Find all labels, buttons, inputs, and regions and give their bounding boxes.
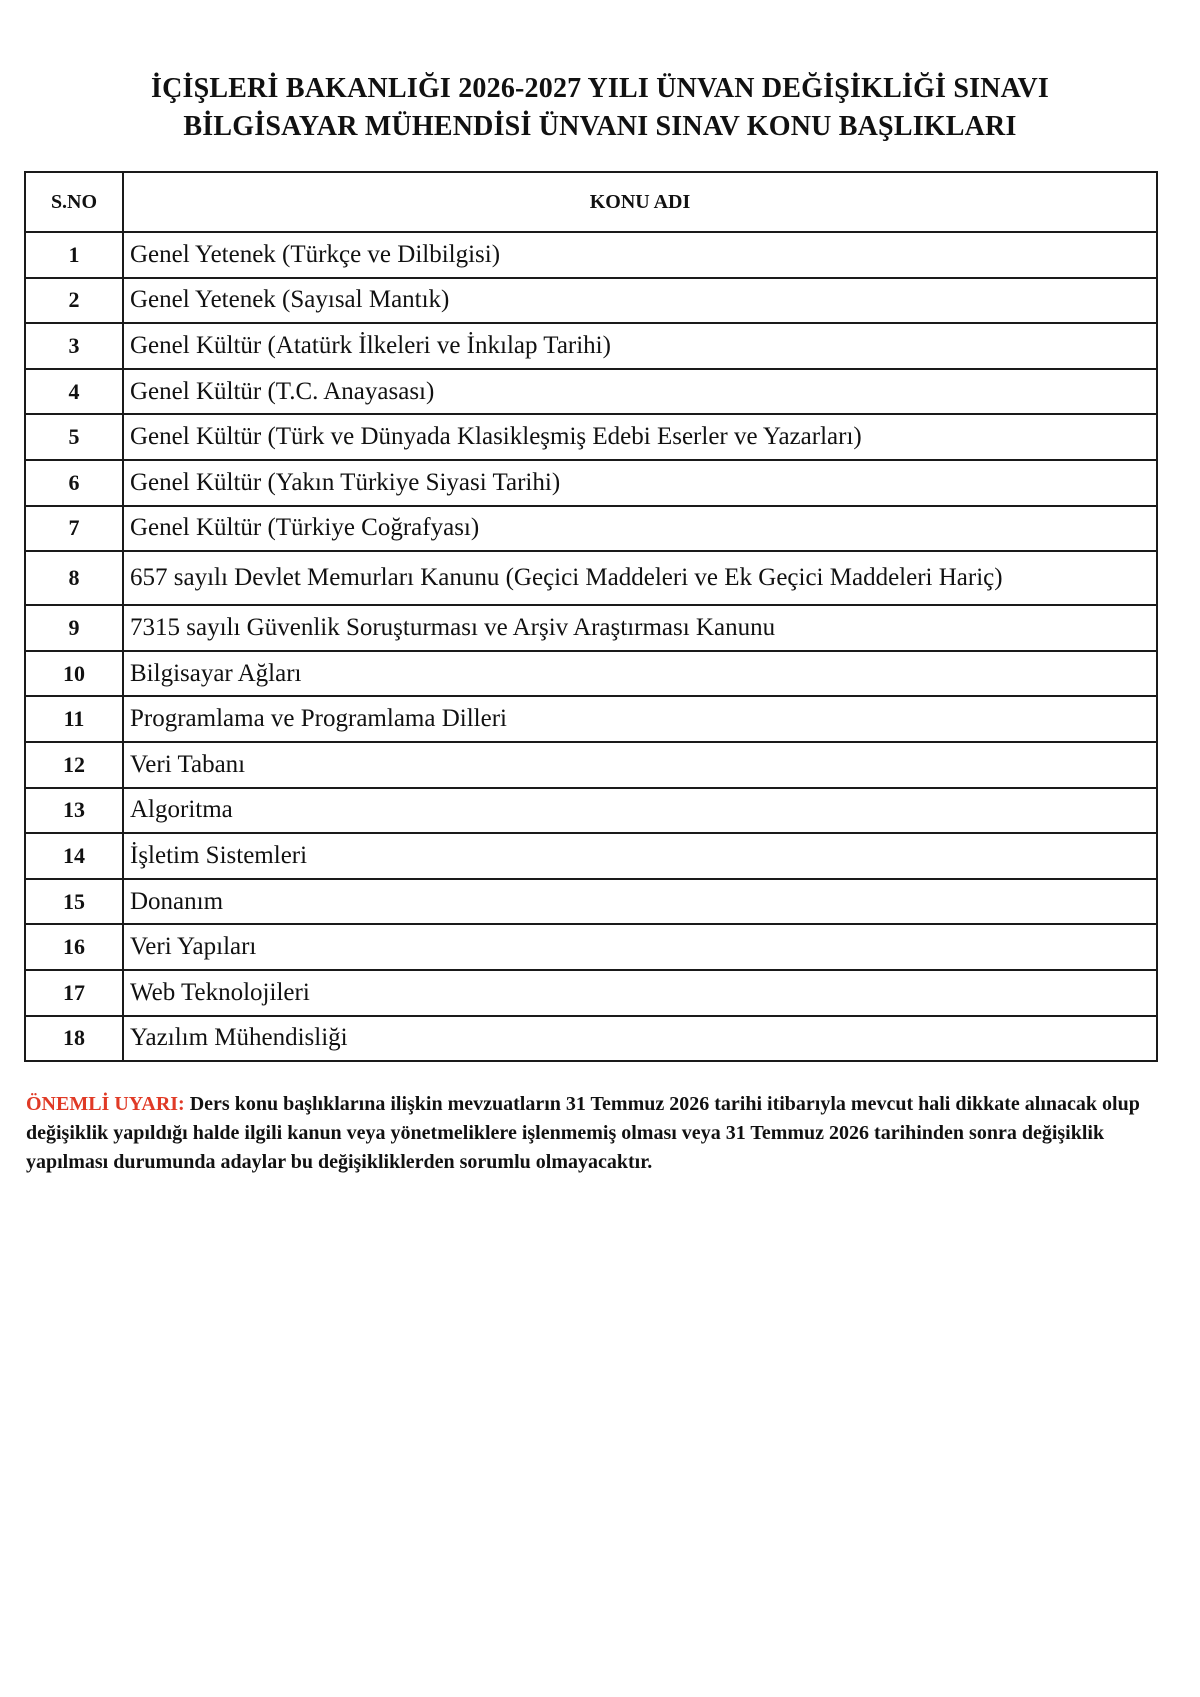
- topic-name: 7315 sayılı Güvenlik Soruşturması ve Arşiv Araştırması Kanunu: [123, 605, 1157, 651]
- topic-name: Genel Kültür (Atatürk İlkeleri ve İnkılap Tarihi): [123, 323, 1157, 369]
- table-row: [25, 605, 1157, 651]
- table-row: [25, 788, 1157, 834]
- table-row: [25, 369, 1157, 415]
- row-number: 4: [25, 369, 123, 415]
- topic-name: Programlama ve Programlama Dilleri: [123, 696, 1157, 742]
- row-number: 8: [25, 551, 123, 605]
- topics-table: [24, 171, 1158, 1062]
- row-number: 14: [25, 833, 123, 879]
- topic-name: Donanım: [123, 879, 1157, 925]
- topic-name: Web Teknolojileri: [123, 970, 1157, 1016]
- topic-name: Genel Yetenek (Sayısal Mantık): [123, 278, 1157, 324]
- row-number: 1: [25, 232, 123, 278]
- table-header-row: [25, 172, 1157, 232]
- table-row: [25, 506, 1157, 552]
- table-row: [25, 879, 1157, 925]
- topic-name: Bilgisayar Ağları: [123, 651, 1157, 697]
- table-row: [25, 278, 1157, 324]
- row-number: 10: [25, 651, 123, 697]
- topic-name: 657 sayılı Devlet Memurları Kanunu (Geçici Maddeleri ve Ek Geçici Maddeleri Hariç): [123, 551, 1157, 605]
- table-row: [25, 696, 1157, 742]
- topic-name: Genel Kültür (Türkiye Coğrafyası): [123, 506, 1157, 552]
- table-row: [25, 232, 1157, 278]
- page-title-line-2: BİLGİSAYAR MÜHENDİSİ ÜNVANI SINAV KONU BAŞLIKLARI: [183, 111, 1017, 142]
- topic-name: Veri Yapıları: [123, 924, 1157, 970]
- table-row: [25, 924, 1157, 970]
- topic-name: Algoritma: [123, 788, 1157, 834]
- row-number: 15: [25, 879, 123, 925]
- column-header-no: S.NO: [25, 172, 123, 232]
- topic-name: Genel Kültür (Yakın Türkiye Siyasi Tarihi): [123, 460, 1157, 506]
- topic-name: Veri Tabanı: [123, 742, 1157, 788]
- table-row: [25, 833, 1157, 879]
- row-number: 3: [25, 323, 123, 369]
- table-row: [25, 651, 1157, 697]
- page-title-line-1: İÇİŞLERİ BAKANLIĞI 2026-2027 YILI ÜNVAN DEĞİŞİKLİĞİ SINAVI: [151, 73, 1049, 104]
- table-row: [25, 970, 1157, 1016]
- row-number: 16: [25, 924, 123, 970]
- topic-name: Yazılım Mühendisliği: [123, 1016, 1157, 1062]
- table-row: [25, 460, 1157, 506]
- table-row: [25, 414, 1157, 460]
- important-notice: [26, 1090, 1156, 1177]
- row-number: 17: [25, 970, 123, 1016]
- row-number: 6: [25, 460, 123, 506]
- table-row: [25, 551, 1157, 605]
- row-number: 13: [25, 788, 123, 834]
- topic-name: Genel Yetenek (Türkçe ve Dilbilgisi): [123, 232, 1157, 278]
- table-row: [25, 323, 1157, 369]
- topic-name: Genel Kültür (Türk ve Dünyada Klasikleşmiş Edebi Eserler ve Yazarları): [123, 414, 1157, 460]
- row-number: 7: [25, 506, 123, 552]
- row-number: 2: [25, 278, 123, 324]
- row-number: 12: [25, 742, 123, 788]
- topic-name: İşletim Sistemleri: [123, 833, 1157, 879]
- row-number: 11: [25, 696, 123, 742]
- row-number: 9: [25, 605, 123, 651]
- table-row: [25, 1016, 1157, 1062]
- column-header-name: KONU ADI: [123, 172, 1157, 232]
- row-number: 5: [25, 414, 123, 460]
- topic-name: Genel Kültür (T.C. Anayasası): [123, 369, 1157, 415]
- notice-text: Ders konu başlıklarına ilişkin mevzuatların 31 Temmuz 2026 tarihi itibarıyla mevcut hali dikkate alınacak olup değişiklik yapıldığı halde ilgili kanun veya yönetmeliklere işlenmemiş olması veya 31 Temmuz 2026 tarihinden sonra değişiklik yapılması durumunda adaylar bu değişikliklerden sorumlu olmayacaktır.: [26, 1093, 1140, 1173]
- table-row: [25, 742, 1157, 788]
- row-number: 18: [25, 1016, 123, 1062]
- notice-label: ÖNEMLİ UYARI:: [26, 1093, 185, 1115]
